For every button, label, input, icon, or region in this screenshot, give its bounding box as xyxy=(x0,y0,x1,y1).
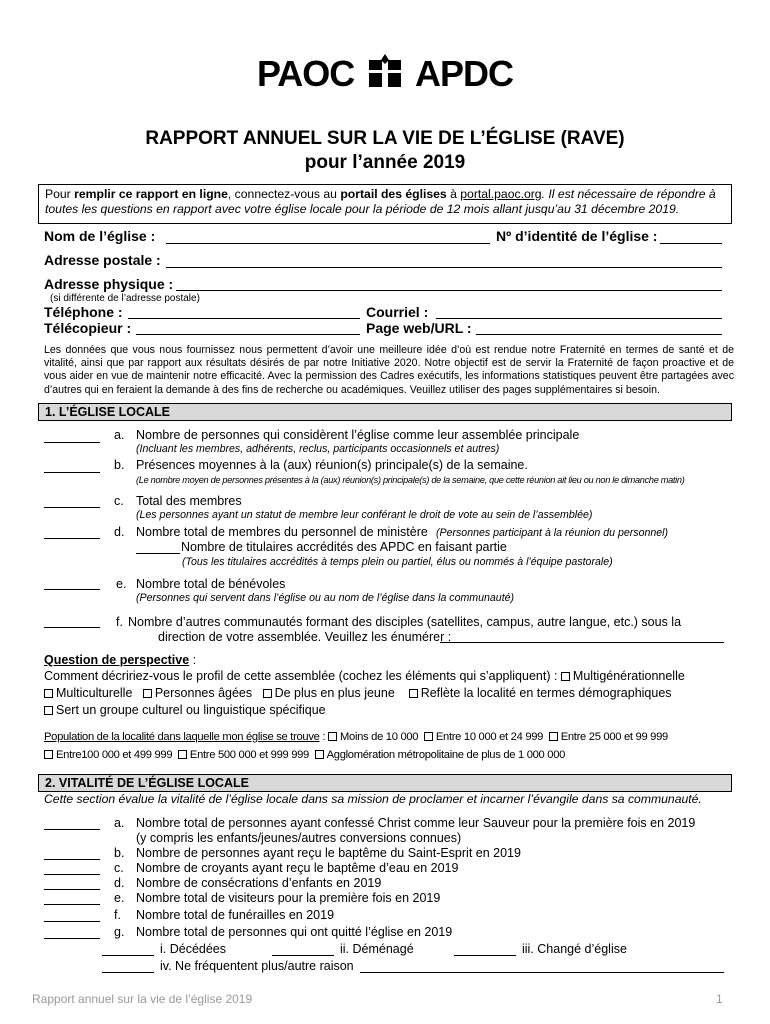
option-label: Sert un groupe culturel ou linguistique spécifique xyxy=(56,703,326,717)
answer-2e[interactable] xyxy=(44,904,100,905)
perspective-question xyxy=(44,669,685,684)
page-subtitle: pour l’année 2019 xyxy=(304,152,466,173)
logo-text-right: APDC xyxy=(415,53,514,94)
option-label: De plus en plus jeune xyxy=(274,686,395,700)
option-label: Reflète la localité en termes démographiques xyxy=(420,686,672,700)
church-id-label: Nº d’identité de l’église : xyxy=(496,228,658,244)
option-label: Multiculturelle xyxy=(56,686,133,700)
item-2g-text: Nombre total de personnes qui ont quitté l’église en 2019 xyxy=(136,925,453,939)
item-letter: d. xyxy=(114,876,125,890)
perspective-options-row xyxy=(44,686,672,701)
answer-2d[interactable] xyxy=(44,889,100,890)
option-label: Entre 10 000 et 24 999 xyxy=(435,731,544,743)
answer-2c[interactable] xyxy=(44,874,100,875)
answer-1d-sub[interactable] xyxy=(136,553,180,554)
item-1f-text2: direction de votre assemblée. Veuillez les énumérer : xyxy=(158,630,452,644)
item-1d-text: Nombre total de membres du personnel de ministère xyxy=(136,525,428,539)
footer-title: Rapport annuel sur la vie de l’église 2019 xyxy=(32,992,253,1006)
item-letter: f. xyxy=(116,615,123,629)
checkbox[interactable] xyxy=(44,706,53,715)
physical-note: (si différente de l’adresse postale) xyxy=(50,293,200,304)
intro-text: Pour xyxy=(45,187,75,201)
perspective-heading xyxy=(44,653,196,668)
item-1d-sub-note: (Tous les titulaires accrédités à temps plein ou partiel, élus ou nommés à l’équipe pastorale) xyxy=(182,556,613,568)
option-label: Entre100 000 et 499 999 xyxy=(56,749,173,761)
church-name-label: Nom de l’église : xyxy=(44,228,156,244)
answer-1b[interactable] xyxy=(44,472,100,473)
answer-2g[interactable] xyxy=(44,938,100,939)
item-letter: e. xyxy=(114,891,125,905)
communities-field[interactable] xyxy=(440,642,724,643)
item-1f-text: Nombre d’autres communautés formant des disciples (satellites, campus, autre langue, etc.) sous la xyxy=(128,615,682,629)
item-2g-iii: iii. Changé d’église xyxy=(522,942,627,956)
answer-2g-i[interactable] xyxy=(102,955,154,956)
checkbox[interactable] xyxy=(263,689,272,698)
answer-2g-iv[interactable] xyxy=(102,972,154,973)
section-2-intro: Cette section évalue la vitalité de l’église locale dans sa mission de proclamer et incarner l’évangile dans sa communauté. xyxy=(44,792,702,806)
privacy-paragraph: Les données que vous nous fournissez nous permettent d’avoir une meilleure idée d’où est rendue notre Fraternité en termes de santé et de vitalité, ainsi que par rapport aux résultats désirés de par notre Initiative 2020. Notre objectif est de servir la Fraternité de façon proactive et de vous aider en vue de maintenir notre efficacité. Avec la permission des Cadres exécutifs, les informations statistiques peuvent être partagées avec d’autres qui en feraient la demande à des fins de recherche ou académiques. Veuillez utiliser des pages supplémentaires si besoin. xyxy=(44,344,734,396)
checkbox[interactable] xyxy=(315,750,324,759)
item-letter: e. xyxy=(116,577,127,591)
option-label: Moins de 10 000 xyxy=(340,731,419,743)
answer-1a[interactable] xyxy=(44,442,100,443)
answer-2g-iii[interactable] xyxy=(454,955,516,956)
population-row-1 xyxy=(44,731,668,743)
checkbox[interactable] xyxy=(561,672,570,681)
phone-field[interactable] xyxy=(128,318,360,319)
option-label: Multigénérationnelle xyxy=(572,669,685,683)
perspective-question-text: Comment décririez-vous le profil de cette assemblée (cochez les éléments qui s’appliquent) : xyxy=(44,669,558,683)
checkbox[interactable] xyxy=(549,732,558,741)
item-2g-iv: iv. Ne fréquentent plus/autre raison xyxy=(160,959,354,973)
intro-text: , connectez-vous au xyxy=(227,187,341,201)
item-2a-text2: (y compris les enfants/jeunes/autres conversions connues) xyxy=(136,831,462,845)
fax-label: Télécopieur : xyxy=(44,320,132,336)
option-label: Entre 500 000 et 999 999 xyxy=(189,749,309,761)
colon: : xyxy=(319,731,326,743)
intro-italic: . Il est nécessaire de répondre à toutes les questions en rapport avec votre église locale pour la période de 12 mois allant jusqu’au 31 décembre 2019. xyxy=(45,187,716,216)
item-1c-note: (Les personnes ayant un statut de membre leur conférant le droit de vote au sein de l’assemblée) xyxy=(136,509,593,521)
population-label: Population de la localité dans laquelle mon église se trouve xyxy=(44,731,320,743)
logo-mark-icon xyxy=(367,52,403,92)
phone-label: Téléphone : xyxy=(44,304,123,320)
item-2c-text: Nombre de croyants ayant reçu le baptême d’eau en 2019 xyxy=(136,861,459,875)
checkbox[interactable] xyxy=(44,750,53,759)
item-letter: f. xyxy=(114,908,121,922)
item-1e-note: (Personnes qui servent dans l’église ou au nom de l’église dans la communauté) xyxy=(136,592,515,604)
answer-2g-ii[interactable] xyxy=(272,955,334,956)
item-2g-i: i. Décédées xyxy=(160,942,227,956)
item-1b-note: (Le nombre moyen de personnes présentes à la (aux) réunion(s) principale(s) de la semaine, que cette réunion ait lieu ou non le dimanche matin) xyxy=(136,475,685,485)
email-field[interactable] xyxy=(436,318,722,319)
postal-field[interactable] xyxy=(166,267,722,268)
answer-1d[interactable] xyxy=(44,538,100,539)
intro-bold: remplir ce rapport en ligne xyxy=(74,187,228,201)
answer-2g-iv-reason[interactable] xyxy=(360,972,724,973)
item-1d-note: (Personnes participant à la réunion du personnel) xyxy=(436,527,669,539)
item-letter: c. xyxy=(114,494,124,508)
church-name-field[interactable] xyxy=(166,243,490,244)
web-label: Page web/URL : xyxy=(366,320,472,336)
item-1a-note: (Incluant les membres, adhérents, reclus, participants occasionnels et autres) xyxy=(136,443,500,455)
option-label: Agglomération métropolitaine de plus de 1 000 000 xyxy=(326,749,566,761)
physical-label: Adresse physique : xyxy=(44,276,174,292)
intro-bold: portail des églises xyxy=(340,187,447,201)
answer-2f[interactable] xyxy=(44,921,100,922)
item-letter: a. xyxy=(114,428,125,442)
item-letter: b. xyxy=(114,846,125,860)
item-2d-text: Nombre de consécrations d’enfants en 2019 xyxy=(136,876,382,890)
checkbox[interactable] xyxy=(409,689,418,698)
checkbox[interactable] xyxy=(44,689,53,698)
email-label: Courriel : xyxy=(366,304,429,320)
option-label: Entre 25 000 et 99 999 xyxy=(560,731,668,743)
section-1-header: 1. L’ÉGLISE LOCALE xyxy=(38,403,732,421)
colon: : xyxy=(189,653,197,667)
item-1a-text: Nombre de personnes qui considèrent l’église comme leur assemblée principale xyxy=(136,428,580,442)
item-letter: g. xyxy=(114,925,125,939)
logo xyxy=(0,52,770,95)
population-row-2 xyxy=(44,749,565,761)
answer-1c[interactable] xyxy=(44,507,100,508)
item-letter: d. xyxy=(114,525,125,539)
answer-2b[interactable] xyxy=(44,859,100,860)
option-label: Personnes âgées xyxy=(154,686,253,700)
item-2e-text: Nombre total de visiteurs pour la première fois en 2019 xyxy=(136,891,441,905)
item-1c-text: Total des membres xyxy=(136,494,242,508)
web-field[interactable] xyxy=(476,334,722,335)
physical-field[interactable] xyxy=(176,290,722,291)
intro-text: à xyxy=(446,187,461,201)
postal-label: Adresse postale : xyxy=(44,252,161,268)
item-letter: a. xyxy=(114,816,125,830)
answer-1f[interactable] xyxy=(44,627,100,628)
perspective-heading-text: Question de perspective xyxy=(44,653,190,667)
section-2-header: 2. VITALITÉ DE L’ÉGLISE LOCALE xyxy=(38,774,732,792)
checkbox[interactable] xyxy=(424,732,433,741)
item-letter: b. xyxy=(114,458,125,472)
item-2a-text: Nombre total de personnes ayant confessé Christ comme leur Sauveur pour la première fois en 2019 xyxy=(136,816,696,830)
checkbox[interactable] xyxy=(178,750,187,759)
item-1b-text: Présences moyennes à la (aux) réunion(s) principale(s) de la semaine. xyxy=(136,458,528,472)
item-2g-ii: ii. Déménagé xyxy=(340,942,414,956)
answer-2a[interactable] xyxy=(44,829,100,830)
item-letter: c. xyxy=(114,861,124,875)
item-1d-sub-text: Nombre de titulaires accrédités des APDC en faisant partie xyxy=(181,540,507,554)
fax-field[interactable] xyxy=(136,334,360,335)
page-title: RAPPORT ANNUEL SUR LA VIE DE L’ÉGLISE (RAVE) xyxy=(145,128,625,149)
checkbox[interactable] xyxy=(328,732,337,741)
church-id-field[interactable] xyxy=(660,243,722,244)
item-1e-text: Nombre total de bénévoles xyxy=(136,577,286,591)
item-2f-text: Nombre total de funérailles en 2019 xyxy=(136,908,335,922)
portal-link[interactable]: portal.paoc.org xyxy=(460,187,542,201)
perspective-options-row xyxy=(44,703,326,718)
answer-1e[interactable] xyxy=(44,589,100,590)
item-2b-text: Nombre de personnes ayant reçu le baptême du Saint-Esprit en 2019 xyxy=(136,846,521,860)
logo-text-left: PAOC xyxy=(256,53,355,94)
checkbox[interactable] xyxy=(143,689,152,698)
page-number: 1 xyxy=(716,992,723,1006)
intro-box xyxy=(38,184,732,224)
